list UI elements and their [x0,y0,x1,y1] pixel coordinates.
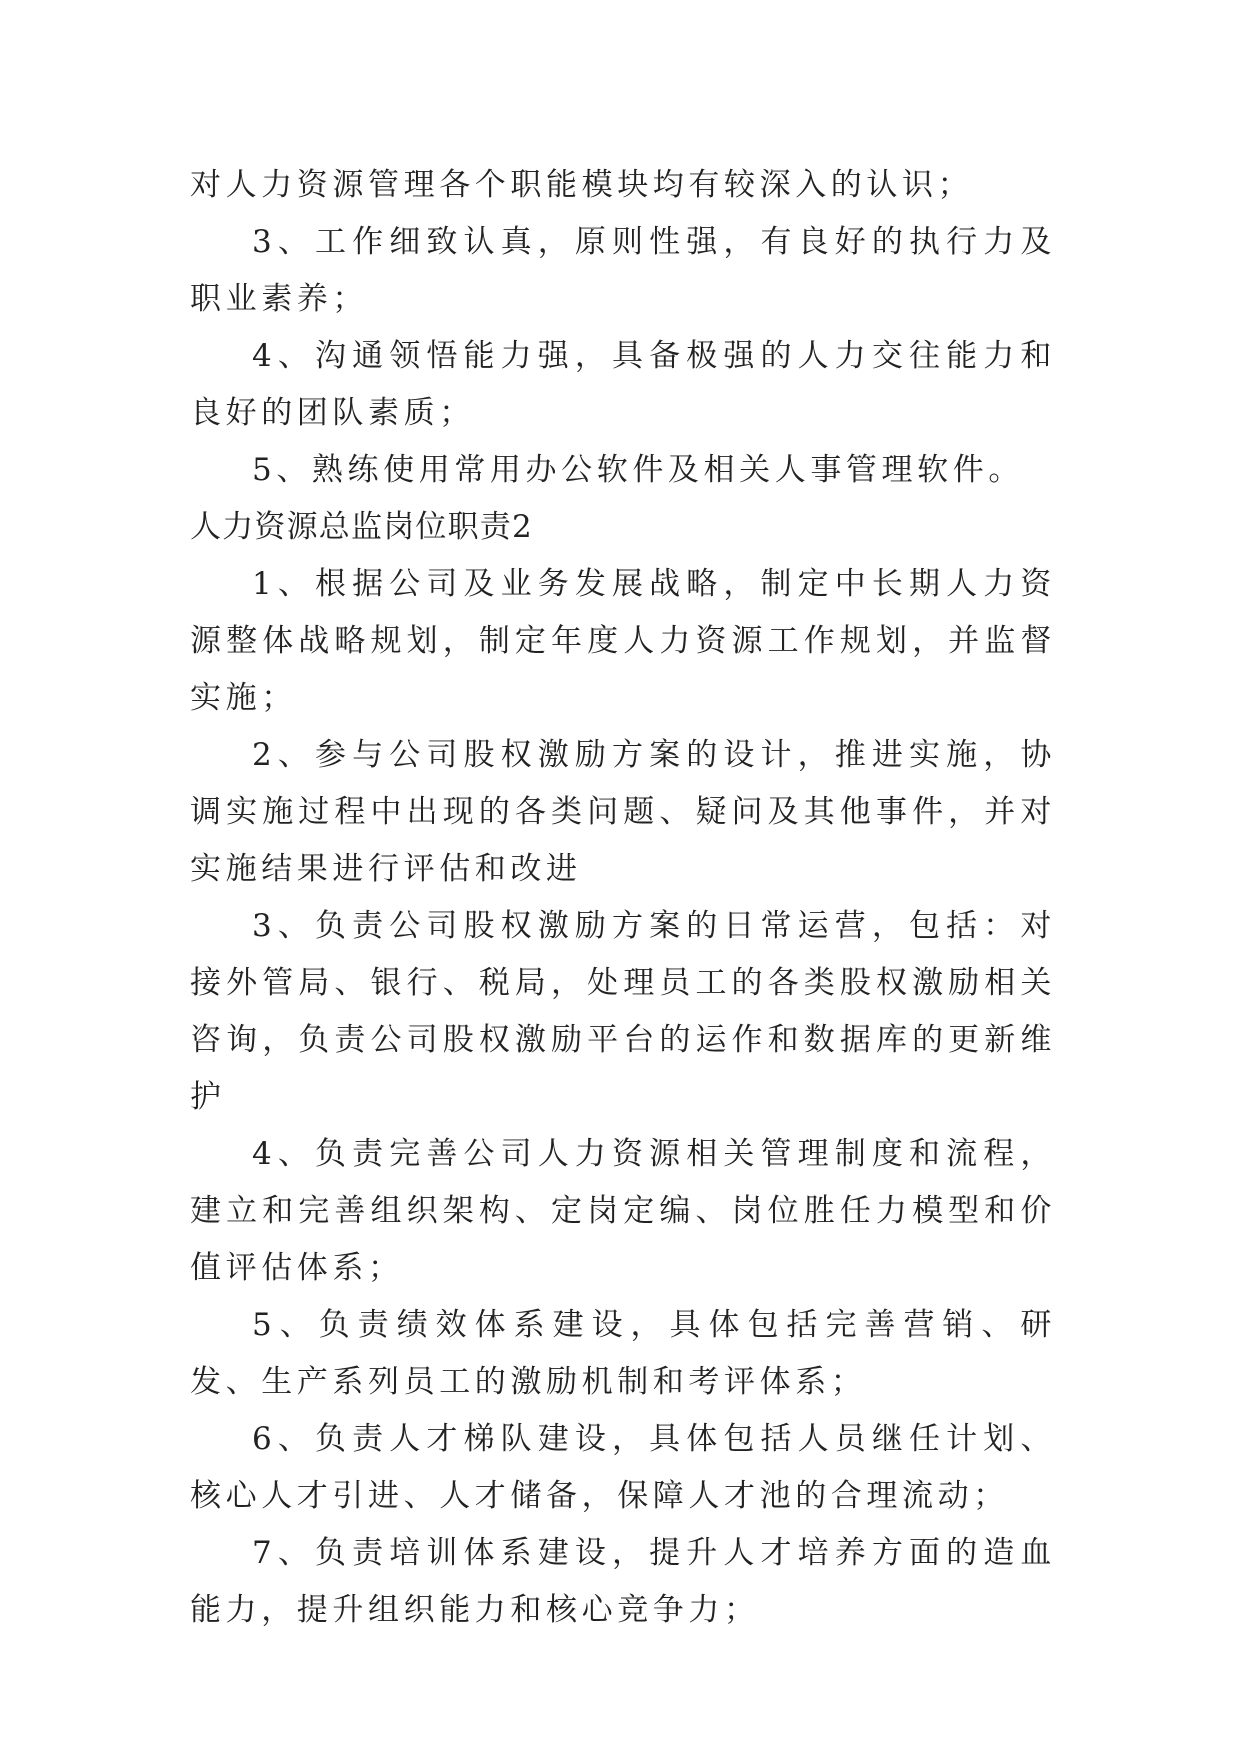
list-item: 1、根据公司及业务发展战略，制定中长期人力资源整体战略规划，制定年度人力资源工作规划，并监督实施； [190,566,1056,716]
list-item: 5、熟练使用常用办公软件及相关人事管理软件。 [252,452,1024,488]
list-item: 3、负责公司股权激励方案的日常运营，包括：对接外管局、银行、税局，处理员工的各类股权激励相关咨询，负责公司股权激励平台的运作和数据库的更新维护 [190,908,1056,1115]
list-item: 5、负责绩效体系建设，具体包括完善营销、研发、生产系列员工的激励机制和考评体系； [190,1307,1056,1400]
list-item: 3、工作细致认真，原则性强，有良好的执行力及职业素养； [190,224,1056,317]
section-heading: 人力资源总监岗位职责2 [190,509,533,545]
list-item: 2、参与公司股权激励方案的设计，推进实施，协调实施过程中出现的各类问题、疑问及其他事件，并对实施结果进行评估和改进 [190,737,1056,887]
list-item: 7、负责培训体系建设，提升人才培养方面的造血能力，提升组织能力和核心竞争力； [190,1535,1056,1628]
list-item: 4、沟通领悟能力强，具备极强的人力交往能力和良好的团队素质； [190,338,1056,431]
list-item: 4、负责完善公司人力资源相关管理制度和流程，建立和完善组织架构、定岗定编、岗位胜任力模型和价值评估体系； [190,1136,1056,1286]
paragraph-continuation: 对人力资源管理各个职能模块均有较深入的认识； [190,167,974,203]
document-body [190,157,1056,1639]
list-item: 6、负责人才梯队建设，具体包括人员继任计划、核心人才引进、人才储备，保障人才池的合理流动； [190,1421,1056,1514]
